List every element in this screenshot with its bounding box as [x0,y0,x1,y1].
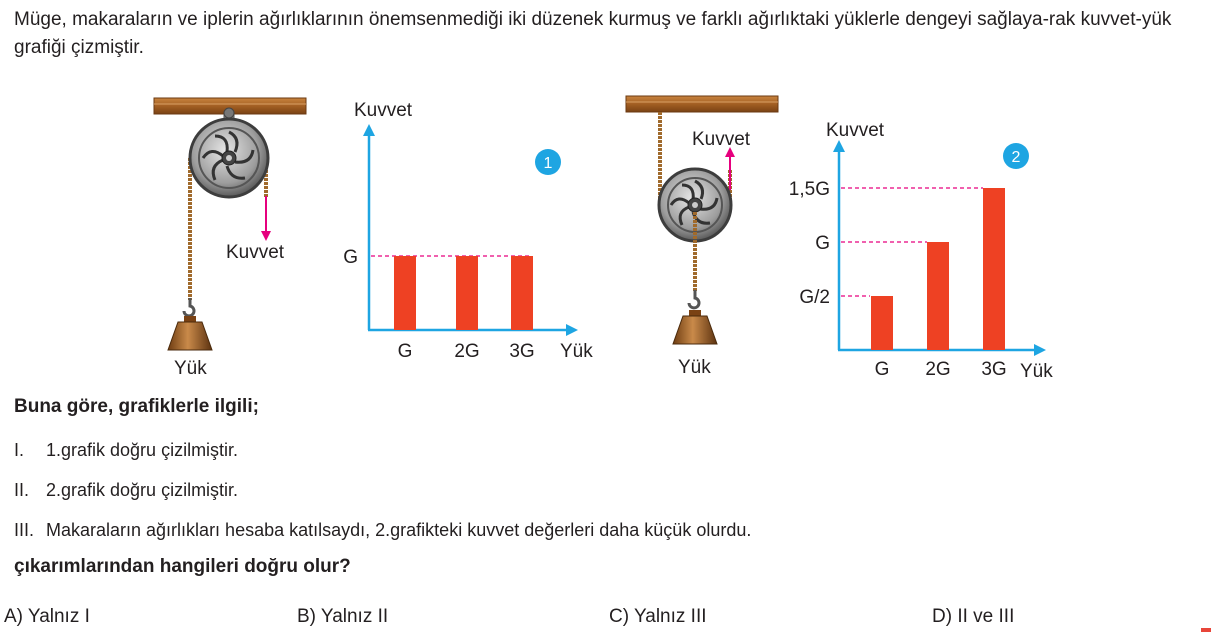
chart-2-xtick-label: 2G [925,359,951,380]
load-weight [168,316,212,350]
statement-2-number: II. [14,480,30,500]
option-c[interactable]: C) Yalnız III [609,606,707,627]
option-a[interactable]: A) Yalnız I [4,606,90,627]
load-label-1: Yük [174,358,207,379]
load-weight-2 [673,310,717,344]
chart-2-bar [983,188,1005,350]
chart-2-bar [871,296,893,350]
chart-1 [343,100,593,362]
chart-2 [789,120,1053,382]
chart-2-ytick-label: G/2 [799,287,830,308]
chart-1-badge-number: 1 [543,155,553,172]
option-d[interactable]: D) II ve III [932,606,1015,627]
chart-1-badge [535,149,561,175]
statement-3-text: Makaraların ağırlıkları hesaba katılsaydı, 2.grafikteki kuvvet değerleri daha küçük olurdu. [46,520,752,540]
question-prompt: Buna göre, grafiklerle ilgili; [14,396,259,417]
corner-mark [1201,628,1211,632]
chart-2-badge [1003,143,1029,169]
statement-1-text: 1.grafik doğru çizilmiştir. [46,440,239,460]
statement-1-number: I. [14,440,25,460]
chart-2-badge-number: 2 [1011,149,1021,166]
chart-1-xtick-label: 3G [509,341,535,362]
force-label-1: Kuvvet [226,242,285,263]
chart-2-ytick-label: 1,5G [788,179,830,200]
chart-1-ytick-label: G [343,247,358,268]
chart-1-xlabel: Yük [560,341,593,362]
question-text: çıkarımlarından hangileri doğru olur? [14,556,351,577]
chart-2-xtick-label: G [874,359,890,380]
chart-2-xtick-label: 3G [981,359,1007,380]
question-intro: Müge, makaraların ve iplerin ağırlıklarının önemsenmediği iki düzenek kurmuş ve farklı ağırlıktaki yüklerle dengeyi sağlaya-rak kuvvet-yük grafiği çizmiştir. [14,9,1172,58]
chart-1-bar [394,256,416,330]
chart-1-bar [456,256,478,330]
force-label-2: Kuvvet [692,129,751,150]
pulley-wheel-icon [190,119,268,197]
option-b[interactable]: B) Yalnız II [297,606,389,627]
statement-2 [14,480,238,501]
load-label-2: Yük [678,357,711,378]
movable-pulley-setup [626,96,778,378]
hook-2-icon [689,290,699,308]
ceiling-beam-2 [626,96,778,112]
chart-2-ylabel: Kuvvet [826,120,885,141]
chart-2-bar [927,242,949,350]
chart-2-ytick-label: G [815,233,830,254]
chart-1-ylabel: Kuvvet [354,100,413,121]
statement-2-text: 2.grafik doğru çizilmiştir. [46,480,239,500]
hook-icon [184,298,194,316]
statement-3-number: III. [14,520,35,540]
chart-1-bar [511,256,533,330]
chart-1-xtick-label: 2G [454,341,480,362]
fixed-pulley-setup [154,98,306,379]
statement-3 [14,520,751,541]
chart-2-xlabel: Yük [1020,361,1053,382]
chart-1-xtick-label: G [397,341,413,362]
statement-1 [14,440,238,461]
